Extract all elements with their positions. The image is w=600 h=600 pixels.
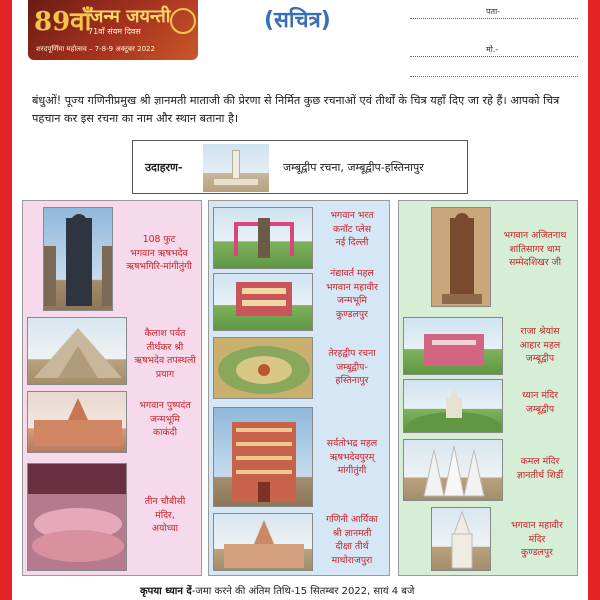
logo-date: शरदपूर्णिमा महोत्सव – 7-8-9 अक्टूबर 2022 <box>36 45 155 53</box>
notice-text <box>140 583 414 597</box>
event-logo <box>28 0 198 60</box>
mahavir-mandir-image <box>431 507 491 571</box>
dhyan-mandir-image <box>403 379 503 433</box>
logo-title: जन्म जयन्ती <box>90 6 171 27</box>
example-box <box>132 140 468 194</box>
caption: ध्यान मंदिर जम्बूद्वीप <box>521 390 559 415</box>
rishabhdev-statue-image <box>43 207 113 311</box>
caption: भगवान महावीर मंदिर कुण्डलपुर <box>511 520 563 558</box>
logo-subtitle: 71वाँ संयम दिवस <box>88 27 141 36</box>
mobile-label: मो.- <box>486 45 499 54</box>
nandyavart-mahal-image <box>213 273 313 331</box>
notice-label: कृपया ध्यान दें <box>140 586 192 597</box>
kamal-mandir-image <box>403 439 503 501</box>
example-label: उदाहरण- <box>145 161 183 174</box>
caption: गणिनी आर्यिका श्री ज्ञानमती दीक्षा तीर्थ माधोराजपुरा <box>326 514 378 566</box>
diksha-tirth-image <box>213 513 313 571</box>
caption: कमल मंदिर ज्ञानतीर्थ शिर्डी <box>516 456 564 481</box>
caption: भगवान पुष्पदंत जन्मभूमि काकंदी <box>139 400 191 438</box>
extra-line <box>410 76 578 77</box>
ajitnath-statue-image <box>431 207 491 307</box>
caption: कैलाश पर्वत तीर्थंकर श्री ऋषभदेव तपस्थली प्रयाग <box>134 328 196 380</box>
caption: 108 फुट भगवान ऋषभदेव ऋषभगिरि-मांगीतुंगी <box>126 234 192 272</box>
caption: नंद्यावर्त महल भगवान महावीर जन्मभूमि कुण्डलपुर <box>326 268 378 320</box>
column-green <box>398 200 578 576</box>
jambudweep-image <box>203 144 269 192</box>
ahar-mahal-image <box>403 317 503 375</box>
caption: भगवान अजितनाथ शांतिसागर धाम सम्मेदशिखर जी <box>503 230 567 268</box>
caption: सर्वतोभद्र महल ऋषभदेवपुरम् मांगीतुंगी <box>326 438 378 476</box>
intro-text: बंधुओं! पूज्य गणिनीप्रमुख श्री ज्ञानमती माताजी की प्रेरणा से निर्मित कुछ रचनाओं एवं तीर्थों के चित्र यहाँ दिए जा रहे हैं। आपको चित्र पहचान कर इस रचना का नाम और स्थान बताना है। <box>32 94 560 125</box>
pushpdant-temple-image <box>27 391 127 453</box>
logo-emblem-icon <box>170 8 196 34</box>
teen-chaubisi-image <box>27 463 127 571</box>
logo-number: 89वाँ <box>34 7 92 37</box>
red-frame-left <box>0 0 12 600</box>
column-pink <box>22 200 202 576</box>
address-line <box>410 18 578 19</box>
notice-body: -जमा करने की अंतिम तिथि-15 सितम्बर 2022, सायं 4 बजे <box>191 586 415 597</box>
terahdweep-image <box>213 337 313 399</box>
caption: तीन चौबीसी मंदिर, अयोध्या <box>144 496 186 534</box>
address-label: पता- <box>486 7 501 16</box>
kailash-parvat-image <box>27 317 127 385</box>
column-blue <box>208 200 390 576</box>
mobile-line <box>410 56 578 57</box>
page-title: (सचित्र) <box>264 8 331 33</box>
caption: राजा श्रेयांस आहार महल जम्बूद्वीप <box>519 326 561 364</box>
caption: भगवान भरत कनॉट प्लेस नई दिल्ली <box>330 210 374 248</box>
bharat-statue-image <box>213 207 313 269</box>
red-frame-right <box>588 0 600 600</box>
example-text: जम्बूद्वीप रचना, जम्बूद्वीप-हस्तिनापुर <box>283 161 424 174</box>
sarvatobhadra-image <box>213 407 313 507</box>
caption: तेरहद्वीप रचना जम्बूद्वीप- हस्तिनापुर <box>328 348 376 386</box>
